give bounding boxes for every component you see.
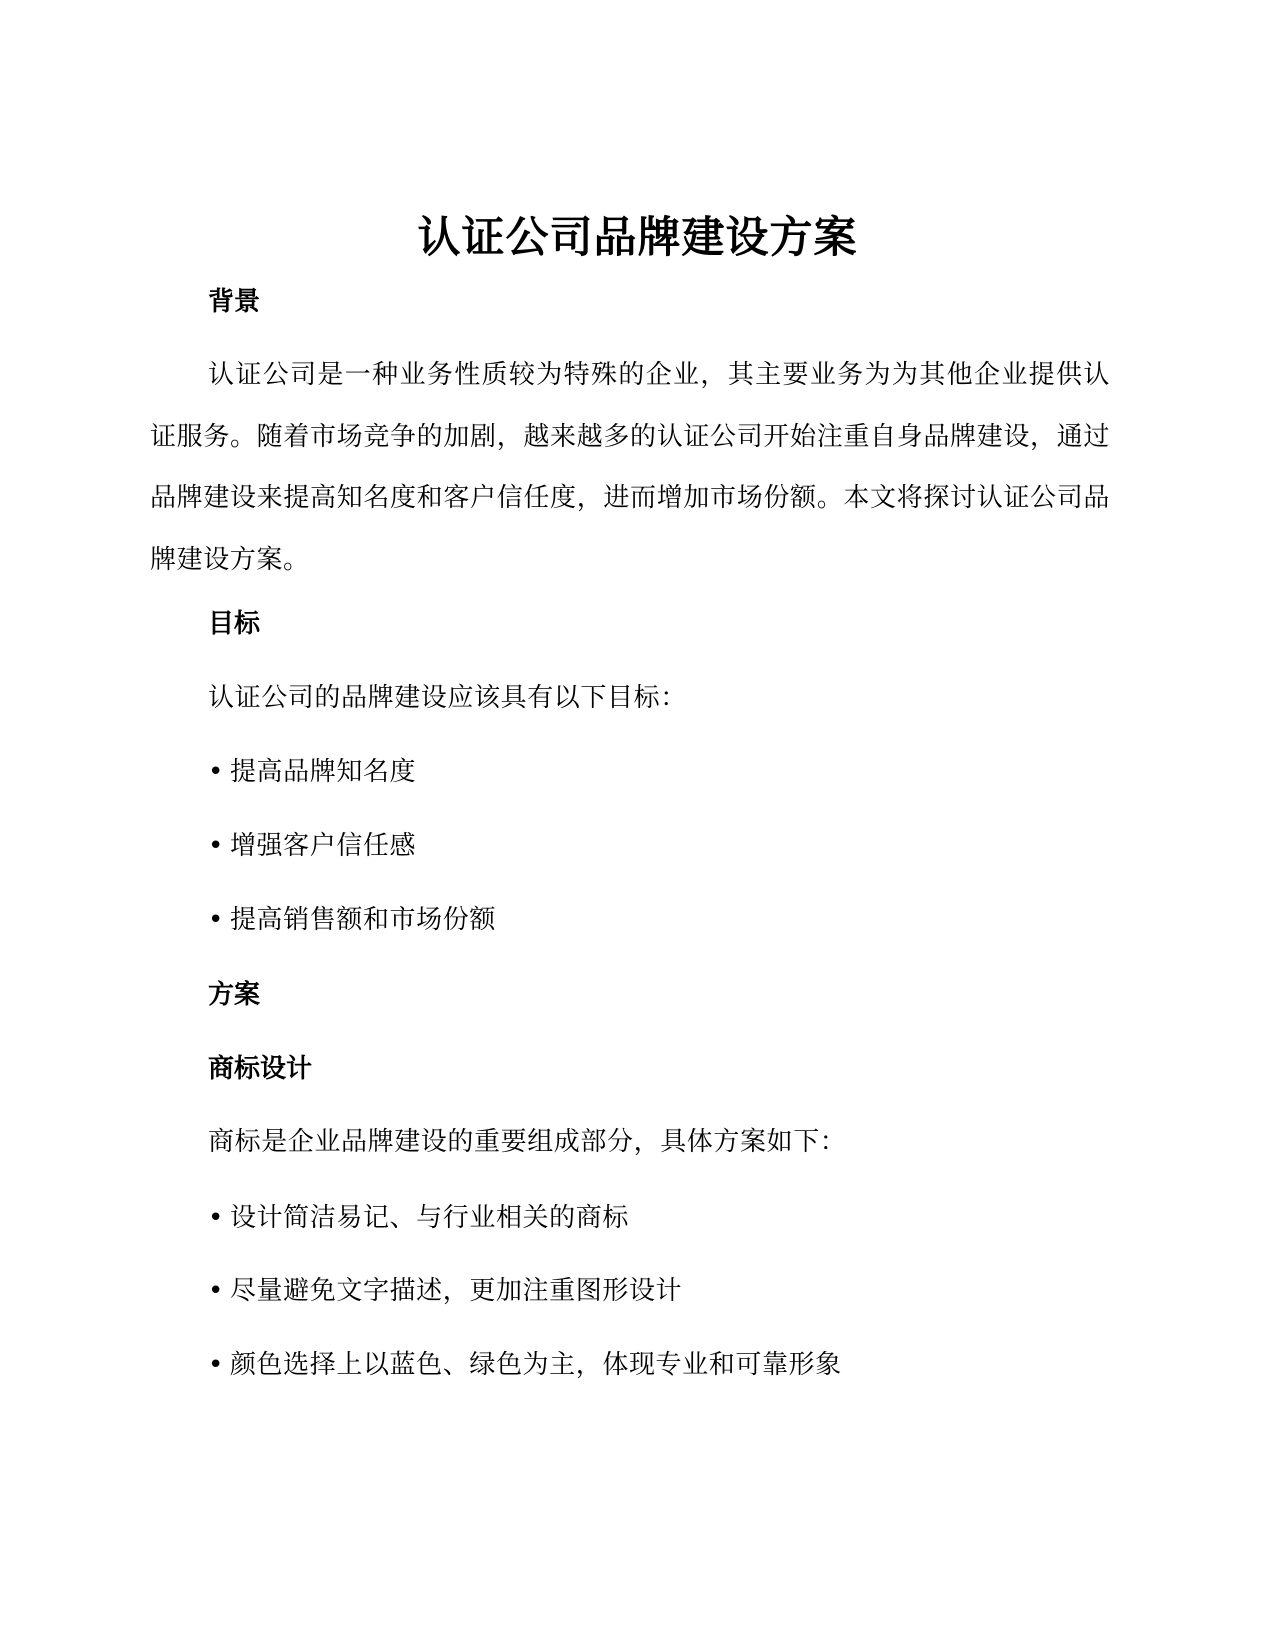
list-item-text: 设计简洁易记、与行业相关的商标 — [229, 1203, 629, 1233]
list-item — [208, 754, 416, 790]
goals-intro: 认证公司的品牌建设应该具有以下目标： — [208, 683, 687, 713]
bullet-icon: • — [208, 757, 224, 787]
bullet-icon: • — [208, 831, 224, 861]
list-item — [208, 1200, 629, 1236]
section-heading-background: 背景 — [208, 287, 261, 317]
list-item — [208, 1347, 842, 1383]
list-item-text: 颜色选择上以蓝色、绿色为主，体现专业和可靠形象 — [229, 1350, 842, 1380]
trademark-intro: 商标是企业品牌建设的重要组成部分，具体方案如下： — [208, 1127, 847, 1157]
background-paragraph: 认证公司是一种业务性质较为特殊的企业，其主要业务为为其他企业提供认证服务。随着市场竞争的加剧，越来越多的认证公司开始注重自身品牌建设，通过品牌建设来提高知名度和客户信任度，进而增加市场份额。本文将探讨认证公司品牌建设方案。 — [150, 360, 1110, 575]
subsection-heading-trademark: 商标设计 — [208, 1054, 313, 1084]
section-heading-plan: 方案 — [208, 980, 261, 1010]
bullet-icon: • — [208, 1276, 224, 1306]
bullet-icon: • — [208, 1350, 224, 1380]
section-heading-goals: 目标 — [208, 609, 261, 639]
list-item-text: 提高品牌知名度 — [229, 757, 417, 787]
list-item — [208, 1273, 682, 1309]
list-item-text: 尽量避免文字描述，更加注重图形设计 — [229, 1276, 683, 1306]
list-item-text: 增强客户信任感 — [229, 831, 417, 861]
list-item-text: 提高销售额和市场份额 — [229, 905, 496, 935]
document-title: 认证公司品牌建设方案 — [417, 213, 858, 263]
list-item — [208, 902, 496, 938]
bullet-icon: • — [208, 1203, 224, 1233]
list-item — [208, 828, 416, 864]
bullet-icon: • — [208, 905, 224, 935]
